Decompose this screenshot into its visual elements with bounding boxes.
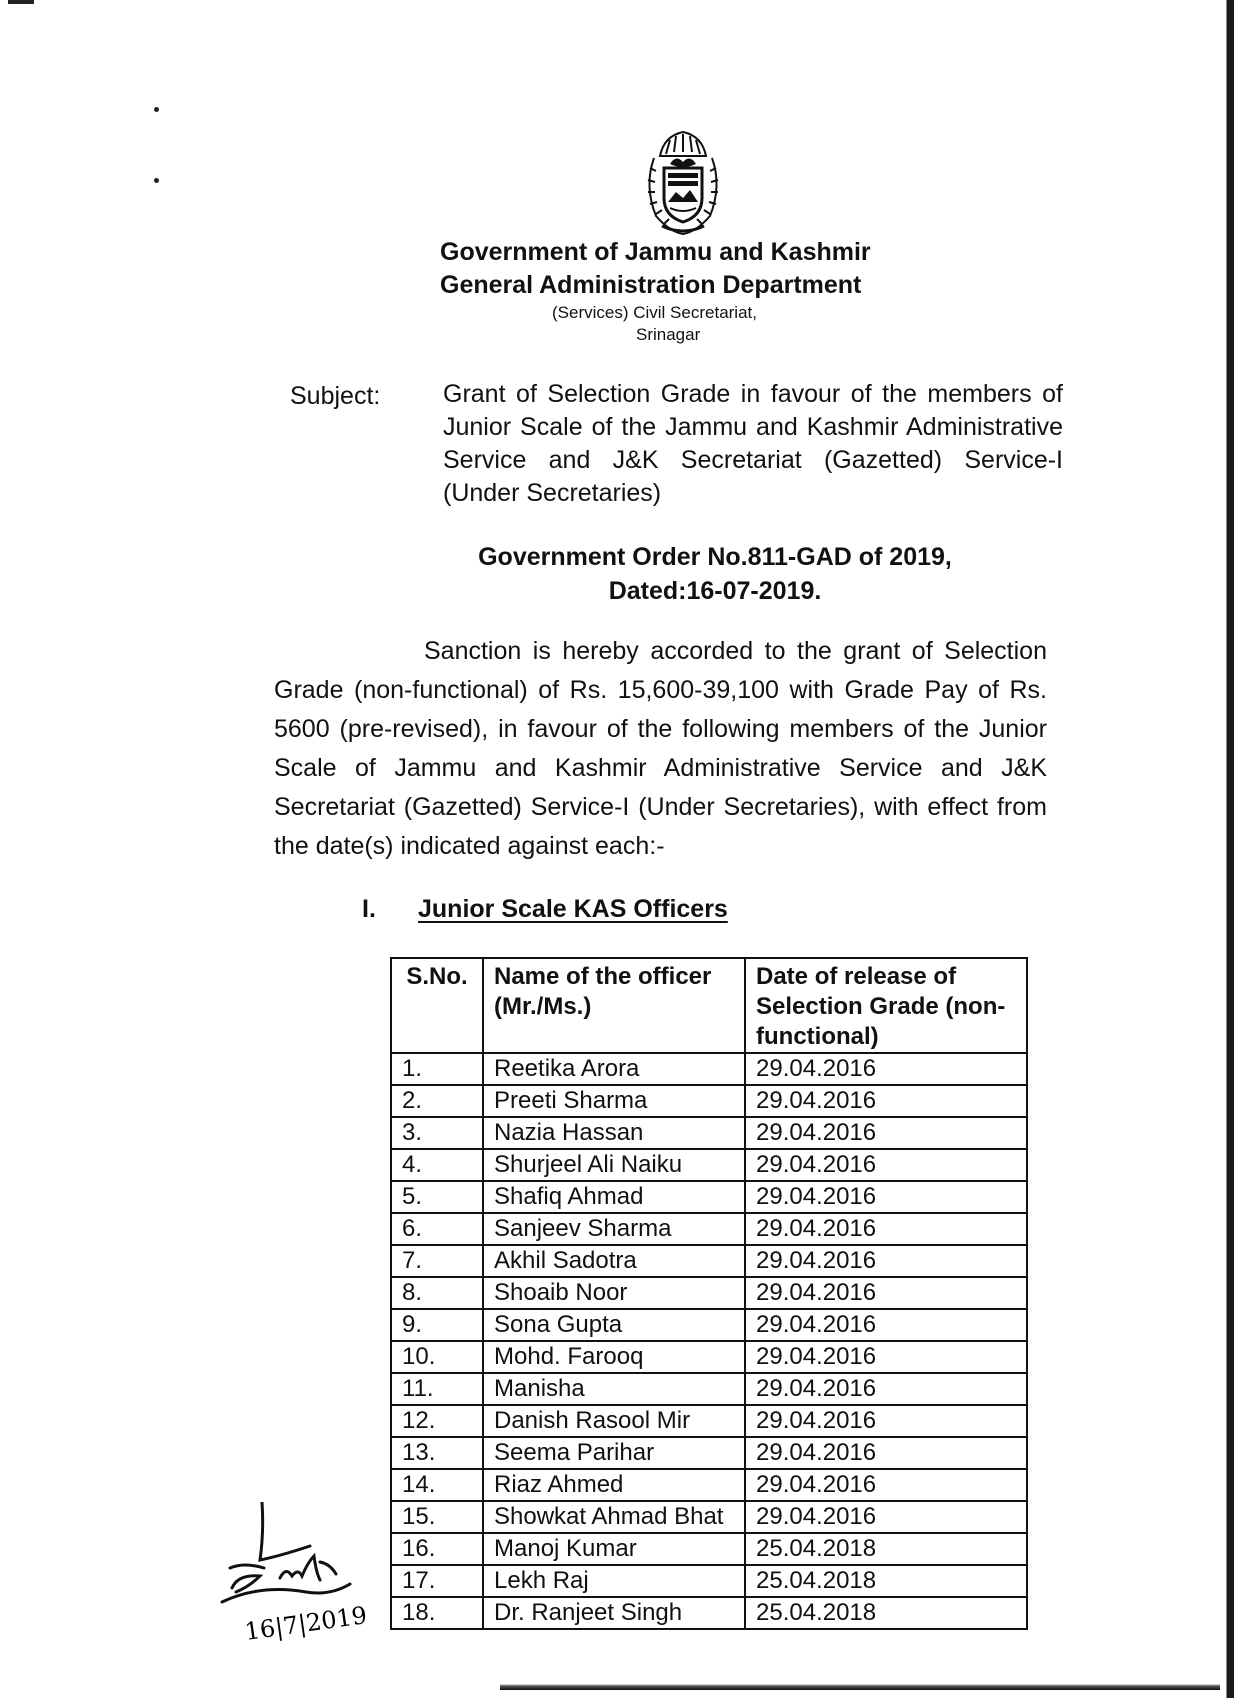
- table-row: [391, 1565, 1027, 1597]
- cell-sno: 16.: [391, 1533, 483, 1565]
- cell-release-date: 29.04.2016: [745, 1437, 1027, 1469]
- cell-officer-name: Riaz Ahmed: [483, 1469, 745, 1501]
- cell-officer-name: Akhil Sadotra: [483, 1245, 745, 1277]
- table-row: [391, 1181, 1027, 1213]
- section-heading: [362, 895, 728, 924]
- table-row: [391, 1469, 1027, 1501]
- order-number: Government Order No.811-GAD of 2019,: [478, 543, 952, 571]
- cell-sno: 10.: [391, 1341, 483, 1373]
- cell-sno: 2.: [391, 1085, 483, 1117]
- cell-officer-name: Shoaib Noor: [483, 1277, 745, 1309]
- cell-release-date: 29.04.2016: [745, 1245, 1027, 1277]
- cell-sno: 7.: [391, 1245, 483, 1277]
- scan-speck: [154, 178, 159, 183]
- cell-release-date: 29.04.2016: [745, 1085, 1027, 1117]
- cell-release-date: 25.04.2018: [745, 1597, 1027, 1629]
- cell-sno: 5.: [391, 1181, 483, 1213]
- section-title: Junior Scale KAS Officers: [418, 895, 728, 923]
- scan-bottom-edge: [500, 1684, 1220, 1690]
- cell-officer-name: Seema Parihar: [483, 1437, 745, 1469]
- sanction-paragraph: Sanction is hereby accorded to the grant of Selection Grade (non-functional) of Rs. 15,600-39,100 with Grade Pay of Rs. 5600 (pre-revised), in favour of the following members of the Junior Scale of Jammu and Kashmir Administrative Service and J&K Secretariat (Gazetted) Service-I (Under Secretaries), with effect from the date(s) indicated against each:-: [274, 637, 1047, 860]
- cell-sno: 13.: [391, 1437, 483, 1469]
- cell-sno: 4.: [391, 1149, 483, 1181]
- cell-sno: 9.: [391, 1309, 483, 1341]
- scan-right-edge: [1224, 0, 1234, 1698]
- cell-sno: 11.: [391, 1373, 483, 1405]
- scan-corner-mark: [8, 0, 34, 4]
- section-number: I.: [362, 895, 376, 923]
- table-row: [391, 1341, 1027, 1373]
- cell-officer-name: Sona Gupta: [483, 1309, 745, 1341]
- table-row: [391, 1373, 1027, 1405]
- cell-sno: 6.: [391, 1213, 483, 1245]
- cell-officer-name: Shurjeel Ali Naiku: [483, 1149, 745, 1181]
- cell-officer-name: Manisha: [483, 1373, 745, 1405]
- office-city: Srinagar: [636, 325, 701, 344]
- cell-release-date: 29.04.2016: [745, 1053, 1027, 1085]
- table-row: [391, 1501, 1027, 1533]
- table-row: [391, 1277, 1027, 1309]
- cell-officer-name: Danish Rasool Mir: [483, 1405, 745, 1437]
- table-header-row: [391, 958, 1027, 1053]
- office-name: (Services) Civil Secretariat,: [552, 303, 757, 322]
- header-name: Name of the officer (Mr./Ms.): [483, 958, 745, 1053]
- table-row: [391, 1437, 1027, 1469]
- table-row: [391, 1245, 1027, 1277]
- table-row: [391, 1597, 1027, 1629]
- subject-text: Grant of Selection Grade in favour of the members of Junior Scale of the Jammu and Kashmir Administrative Service and J&K Secretariat (Gazetted) Service-I (Under Secretaries): [443, 380, 1063, 507]
- table-row: [391, 1053, 1027, 1085]
- cell-sno: 15.: [391, 1501, 483, 1533]
- cell-release-date: 25.04.2018: [745, 1533, 1027, 1565]
- cell-sno: 17.: [391, 1565, 483, 1597]
- cell-release-date: 29.04.2016: [745, 1469, 1027, 1501]
- cell-officer-name: Dr. Ranjeet Singh: [483, 1597, 745, 1629]
- cell-officer-name: Manoj Kumar: [483, 1533, 745, 1565]
- letterhead: [440, 236, 960, 346]
- cell-sno: 14.: [391, 1469, 483, 1501]
- cell-officer-name: Mohd. Farooq: [483, 1341, 745, 1373]
- government-name: Government of Jammu and Kashmir: [440, 238, 871, 266]
- table-row: [391, 1405, 1027, 1437]
- cell-officer-name: Preeti Sharma: [483, 1085, 745, 1117]
- cell-release-date: 29.04.2016: [745, 1149, 1027, 1181]
- table-row: [391, 1149, 1027, 1181]
- cell-officer-name: Reetika Arora: [483, 1053, 745, 1085]
- cell-sno: 3.: [391, 1117, 483, 1149]
- cell-officer-name: Sanjeev Sharma: [483, 1213, 745, 1245]
- cell-release-date: 29.04.2016: [745, 1277, 1027, 1309]
- cell-officer-name: Nazia Hassan: [483, 1117, 745, 1149]
- department-name: General Administration Department: [440, 271, 862, 299]
- cell-officer-name: Lekh Raj: [483, 1565, 745, 1597]
- cell-sno: 12.: [391, 1405, 483, 1437]
- header-date: Date of release of Selection Grade (non-functional): [745, 958, 1027, 1053]
- cell-sno: 8.: [391, 1277, 483, 1309]
- table-row: [391, 1533, 1027, 1565]
- table-row: [391, 1213, 1027, 1245]
- cell-release-date: 29.04.2016: [745, 1117, 1027, 1149]
- table-row: [391, 1309, 1027, 1341]
- cell-release-date: 29.04.2016: [745, 1341, 1027, 1373]
- cell-release-date: 29.04.2016: [745, 1405, 1027, 1437]
- table-row: [391, 1117, 1027, 1149]
- cell-sno: 18.: [391, 1597, 483, 1629]
- cell-release-date: 29.04.2016: [745, 1213, 1027, 1245]
- cell-officer-name: Shafiq Ahmad: [483, 1181, 745, 1213]
- table-row: [391, 1085, 1027, 1117]
- cell-release-date: 29.04.2016: [745, 1309, 1027, 1341]
- order-date: Dated:16-07-2019.: [608, 577, 822, 605]
- order-heading: [445, 540, 985, 608]
- signature-date: 16|7|2019: [242, 1601, 369, 1646]
- cell-release-date: 29.04.2016: [745, 1181, 1027, 1213]
- cell-officer-name: Showkat Ahmad Bhat: [483, 1501, 745, 1533]
- handwritten-signature: [220, 1502, 390, 1652]
- scan-speck: [154, 107, 159, 112]
- state-emblem-icon: [640, 128, 726, 236]
- cell-release-date: 25.04.2018: [745, 1565, 1027, 1597]
- header-sno: S.No.: [391, 958, 483, 1053]
- subject-label: Subject:: [290, 382, 381, 410]
- cell-release-date: 29.04.2016: [745, 1373, 1027, 1405]
- officers-table: [390, 957, 1028, 1630]
- cell-sno: 1.: [391, 1053, 483, 1085]
- cell-release-date: 29.04.2016: [745, 1501, 1027, 1533]
